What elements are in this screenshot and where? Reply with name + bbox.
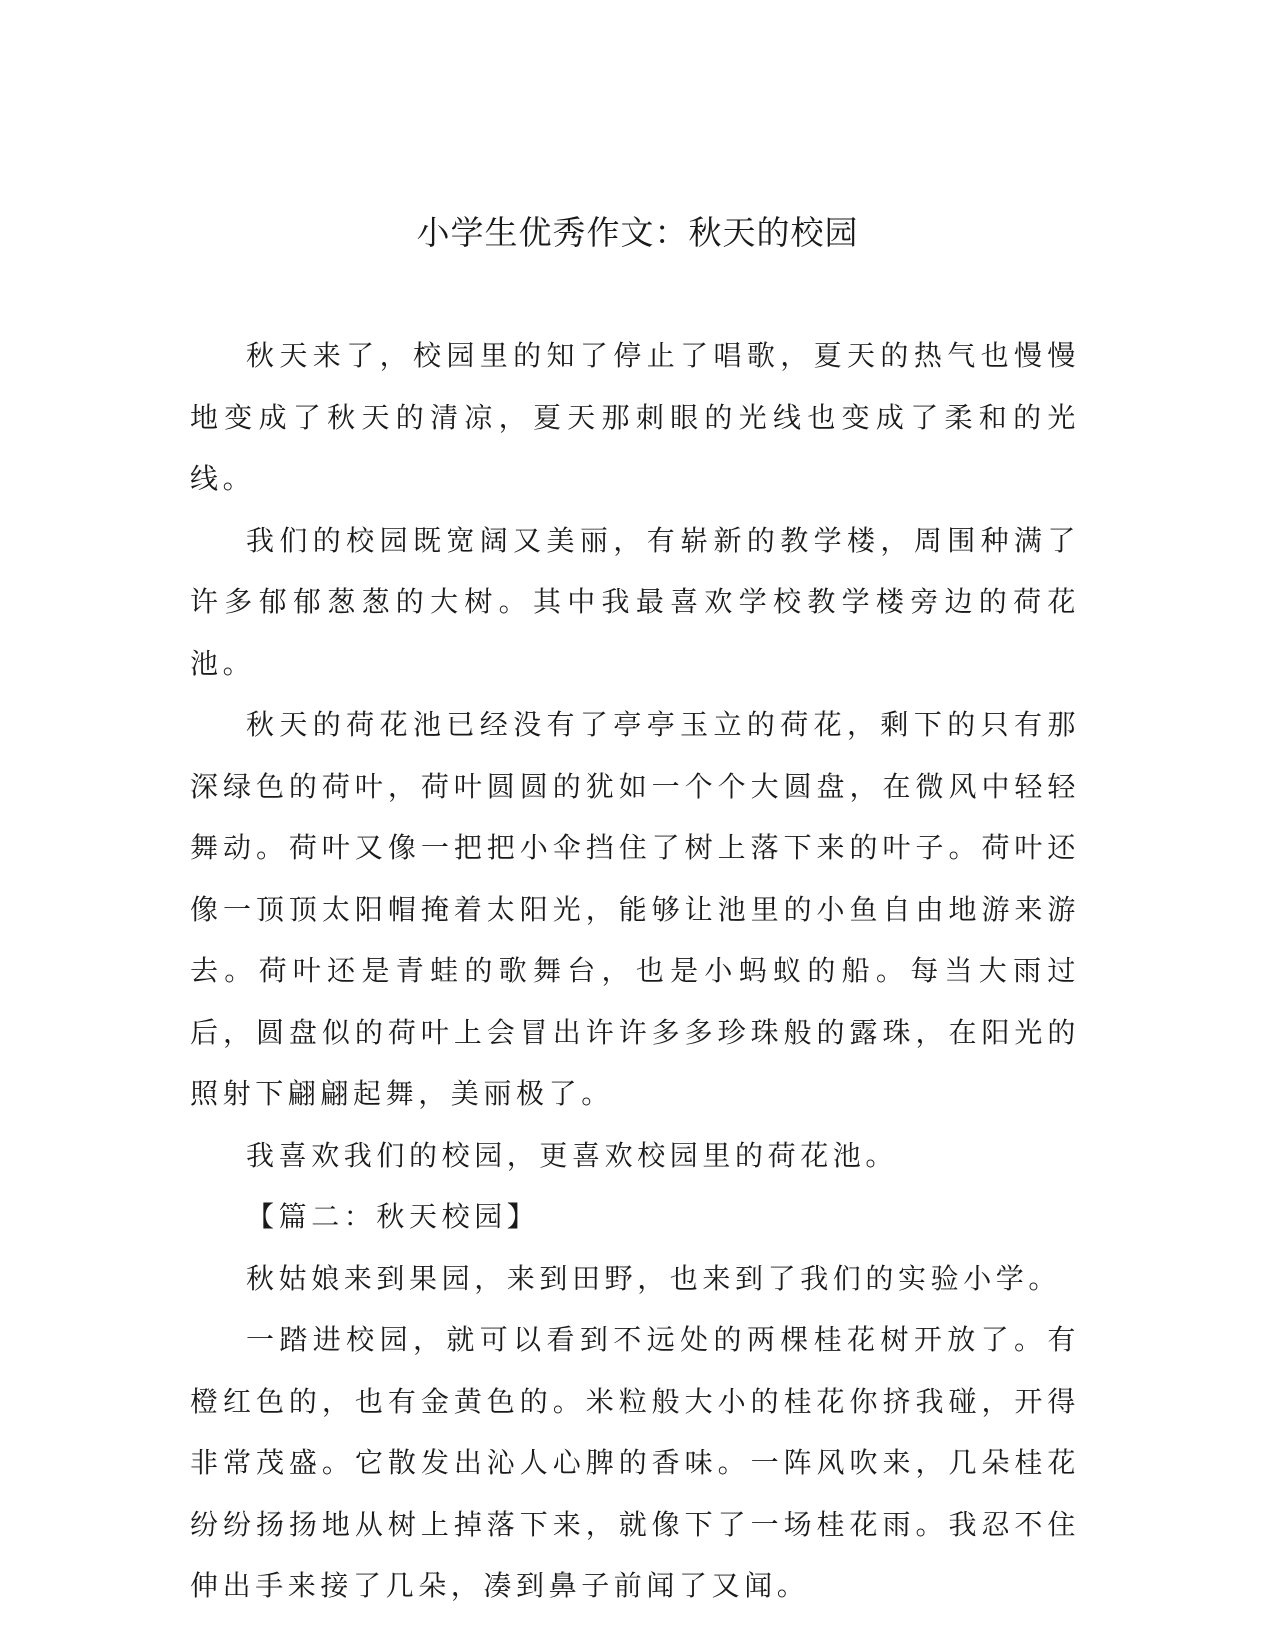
document-body [190,325,1080,1617]
paragraph-1: 秋天来了，校园里的知了停止了唱歌，夏天的热气也慢慢地变成了秋天的清凉，夏天那刺眼的光线也变成了柔和的光线。 [190,339,1080,495]
paragraph-2: 我们的校园既宽阔又美丽，有崭新的教学楼，周围种满了许多郁郁葱葱的大树。其中我最喜欢学校教学楼旁边的荷花池。 [190,523,1080,680]
paragraph-5: 秋姑娘来到果园，来到田野，也来到了我们的实验小学。 [246,1261,1062,1295]
document-title: 小学生优秀作文：秋天的校园 [416,213,859,252]
paragraph-4: 我喜欢我们的校园，更喜欢校园里的荷花池。 [246,1138,899,1172]
section-heading: 【篇二：秋天校园】 [246,1200,540,1233]
paragraph-6: 一踏进校园，就可以看到不远处的两棵桂花树开放了。有橙红色的，也有金黄色的。米粒般大小的桂花你挤我碰，开得非常茂盛。它散发出沁人心脾的香味。一阵风吹来，几朵桂花纷纷扬扬地从树上掉落下来，就像下了一场桂花雨。我忍不住伸出手来接了几朵，凑到鼻子前闻了又闻。 [190,1323,1080,1602]
paragraph-3: 秋天的荷花池已经没有了亭亭玉立的荷花，剩下的只有那深绿色的荷叶，荷叶圆圆的犹如一个个大圆盘，在微风中轻轻舞动。荷叶又像一把把小伞挡住了树上落下来的叶子。荷叶还像一顶顶太阳帽掩着太阳光，能够让池里的小鱼自由地游来游去。荷叶还是青蛙的歌舞台，也是小蚂蚁的船。每当大雨过后，圆盘似的荷叶上会冒出许许多多珍珠般的露珠，在阳光的照射下翩翩起舞，美丽极了。 [190,708,1080,1110]
